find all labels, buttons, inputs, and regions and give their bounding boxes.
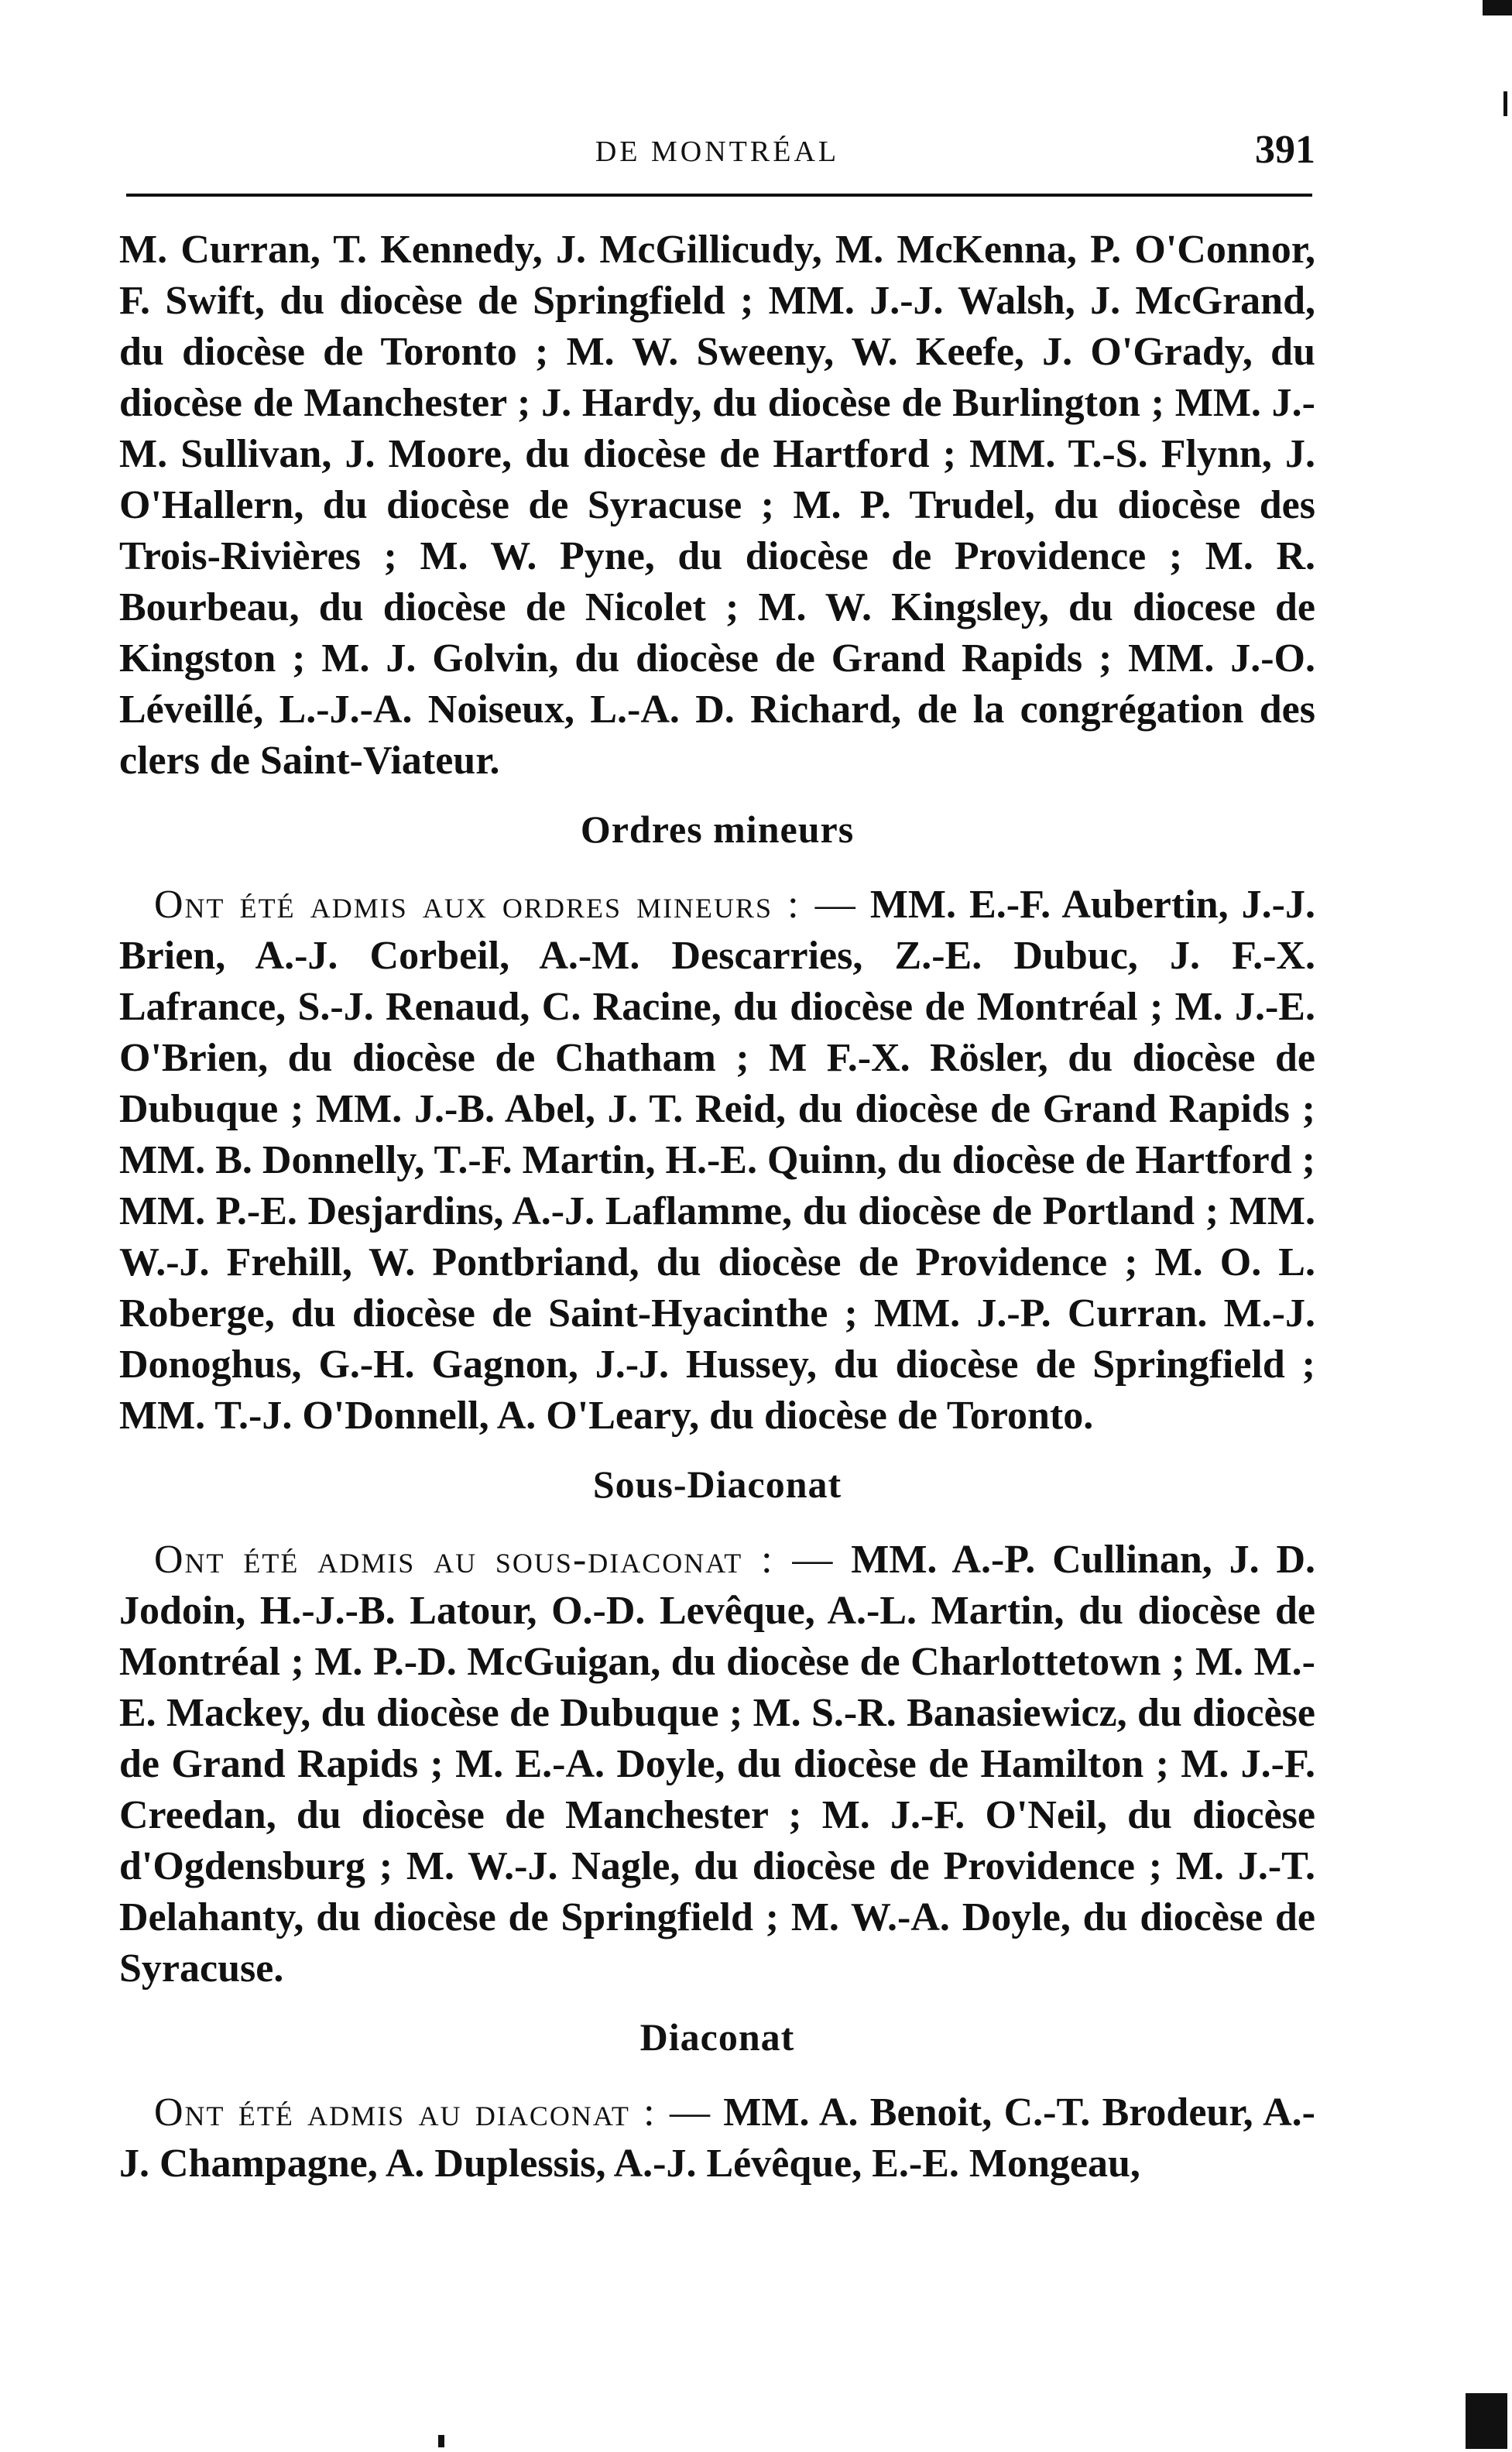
heading-sous-diaconat: Sous-Diaconat [592, 1463, 842, 1506]
paragraph-ordres-mineurs [119, 880, 1315, 1442]
paragraph-diaconat [119, 2087, 1315, 2190]
page-number: 391 [1255, 128, 1315, 172]
page-header [119, 127, 1315, 181]
text-ordres-mineurs: MM. E.-F. Aubertin, J.-J. Brien, A.-J. Corbeil, A.-M. Descarries, Z.-E. Dubuc, J. F.-X. Lafrance, S.-J. Renaud, C. Racine, du diocèse de Montréal ; M. J.-E. O'Brien, du diocèse de Chatham ; M F.-X. Rösler, du diocèse de Dubuque ; MM. J.-B. Abel, J. T. Reid, du diocèse de Grand Rapids ; MM. B. Donnelly, T.-F. Martin, H.-E. Quinn, du diocèse de Hartford ; MM. P.-E. Desjardins, A.-J. Laflamme, du diocèse de Portland ; MM. W.-J. Frehill, W. Pontbriand, du diocèse de Providence ; M. O. L. Roberge, du diocèse de Saint-Hyacinthe ; MM. J.-P. Curran. M.-J. Donoghus, G.-H. Gagnon, J.-J. Hussey, du diocèse de Springfield ; MM. T.-J. O'Donnell, A. O'Leary, du diocèse de Toronto. [119, 883, 1315, 1438]
text-diaconat: MM. A. Benoit, C.-T. Brodeur, A.-J. Champagne, A. Duplessis, A.-J. Lévêque, E.-E. Mongeau, [119, 2090, 1315, 2186]
running-head: DE MONTRÉAL [595, 135, 840, 168]
text-sous-diaconat: MM. A.-P. Cullinan, J. D. Jodoin, H.-J.-B. Latour, O.-D. Levêque, A.-L. Martin, du diocèse de Montréal ; M. P.-D. McGuigan, du diocèse de Charlottetown ; M. M.-E. Mackey, du diocèse de Dubuque ; M. S.-R. Banasiewicz, du diocèse de Grand Rapids ; M. E.-A. Doyle, du diocèse de Hamilton ; M. J.-F. Creedan, du diocèse de Manchester ; M. J.-F. O'Neil, du diocèse d'Ogdensburg ; M. W.-J. Nagle, du diocèse de Providence ; M. J.-T. Delahanty, du diocèse de Springfield ; M. W.-A. Doyle, du diocèse de Syracuse. [119, 1538, 1316, 1991]
lead-ordres-mineurs: Ont été admis aux ordres mineurs : — [154, 883, 857, 927]
paragraph-sous-diaconat [119, 1535, 1315, 1994]
lead-sous-diaconat: Ont été admis au sous-diaconat : — [154, 1538, 835, 1582]
bottom-right-scan-mark [1466, 2393, 1507, 2449]
right-edge-scan-mark [1503, 91, 1507, 116]
header-rule [126, 194, 1312, 197]
bottom-edge-scan-mark [438, 2435, 444, 2447]
top-right-scan-mark [1483, 0, 1512, 15]
heading-ordres-mineurs: Ordres mineurs [580, 808, 855, 851]
body-text [119, 225, 1315, 2190]
heading-diaconat: Diaconat [639, 2015, 795, 2059]
intro-paragraph: M. Curran, T. Kennedy, J. McGillicudy, M. McKenna, P. O'Connor, F. Swift, du diocèse de Springfield ; MM. J.-J. Walsh, J. McGrand, du diocèse de Toronto ; M. W. Sweeny, W. Keefe, J. O'Grady, du diocèse de Manchester ; J. Hardy, du diocèse de Burlington ; MM. J.-M. Sullivan, J. Moore, du diocèse de Hartford ; MM. T.-S. Flynn, J. O'Hallern, du diocèse de Syracuse ; M. P. Trudel, du diocèse des Trois-Rivières ; M. W. Pyne, du diocèse de Providence ; M. R. Bourbeau, du diocèse de Nicolet ; M. W. Kingsley, du diocese de Kingston ; M. J. Golvin, du diocèse de Grand Rapids ; MM. J.-O. Léveillé, L.-J.-A. Noiseux, L.-A. D. Richard, de la congrégation des clers de Saint-Viateur. [119, 228, 1315, 783]
lead-diaconat: Ont été admis au diaconat : — [154, 2090, 711, 2135]
